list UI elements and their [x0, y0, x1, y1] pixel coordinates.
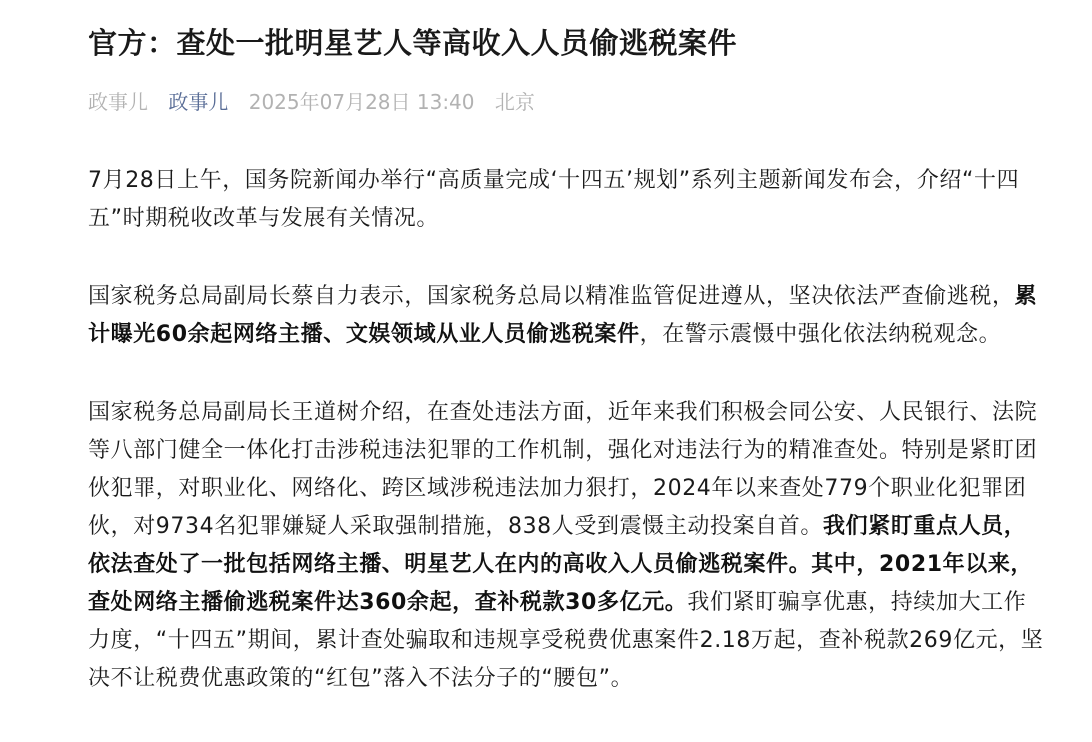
article-title: 官方：查处一批明星艺人等高收入人员偷逃税案件: [88, 26, 738, 60]
publish-datetime: 2025年07月28日 13:40: [248, 90, 475, 114]
paragraph-3-text-after: 我们紧盯骗享优惠，持续加大工作力度，“十四五”期间，累计查处骗取和违规享受税费优惠案件2.18万起，查补税款269亿元，坚决不让税费优惠政策的“红包”落入不法分子的“腰包”。: [88, 590, 1044, 691]
paragraph-3-highlight: 我们紧盯重点人员，依法查处了一批包括网络主播、明星艺人在内的高收入人员偷逃税案件。其中，2021年以来，查处网络主播偷逃税案件达360余起，查补税款30多亿元。: [88, 514, 1034, 615]
paragraph-1-text: 7月28日上午，国务院新闻办举行“高质量完成‘十四五’规划”系列主题新闻发布会，介绍“十四五”时期税收改革与发展有关情况。: [88, 168, 1020, 231]
paragraph-1: [88, 162, 1048, 238]
article-meta: [88, 82, 1048, 122]
article-body: [88, 162, 1048, 698]
paragraph-2-highlight: 累计曝光60余起网络主播、文娱领域从业人员偷逃税案件: [88, 284, 1038, 347]
account-name-link[interactable]: 政事儿: [168, 90, 229, 114]
paragraph-3: [88, 394, 1048, 698]
paragraph-3-text-before: 国家税务总局副局长王道树介绍，在查处违法方面，近年来我们积极会同公安、人民银行、法院等八部门健全一体化打击涉税违法犯罪的工作机制，强化对违法行为的精准查处。特别是紧盯团伙犯罪，对职业化、网络化、跨区域涉税违法加力狠打，2024年以来查处779个职业化犯罪团伙，对9734名犯罪嫌疑人采取强制措施，838人受到震慑主动投案自首。: [88, 400, 1038, 539]
publish-location: 北京: [494, 90, 535, 114]
paragraph-2-text-after: ，在警示震慑中强化依法纳税观念。: [639, 322, 1002, 347]
paragraph-2-text-before: 国家税务总局副局长蔡自力表示，国家税务总局以精准监管促进遵从，坚决依法严查偷逃税，: [88, 284, 1015, 309]
paragraph-2: [88, 278, 1048, 354]
article: [88, 0, 1048, 738]
author-name: 政事儿: [88, 90, 148, 114]
